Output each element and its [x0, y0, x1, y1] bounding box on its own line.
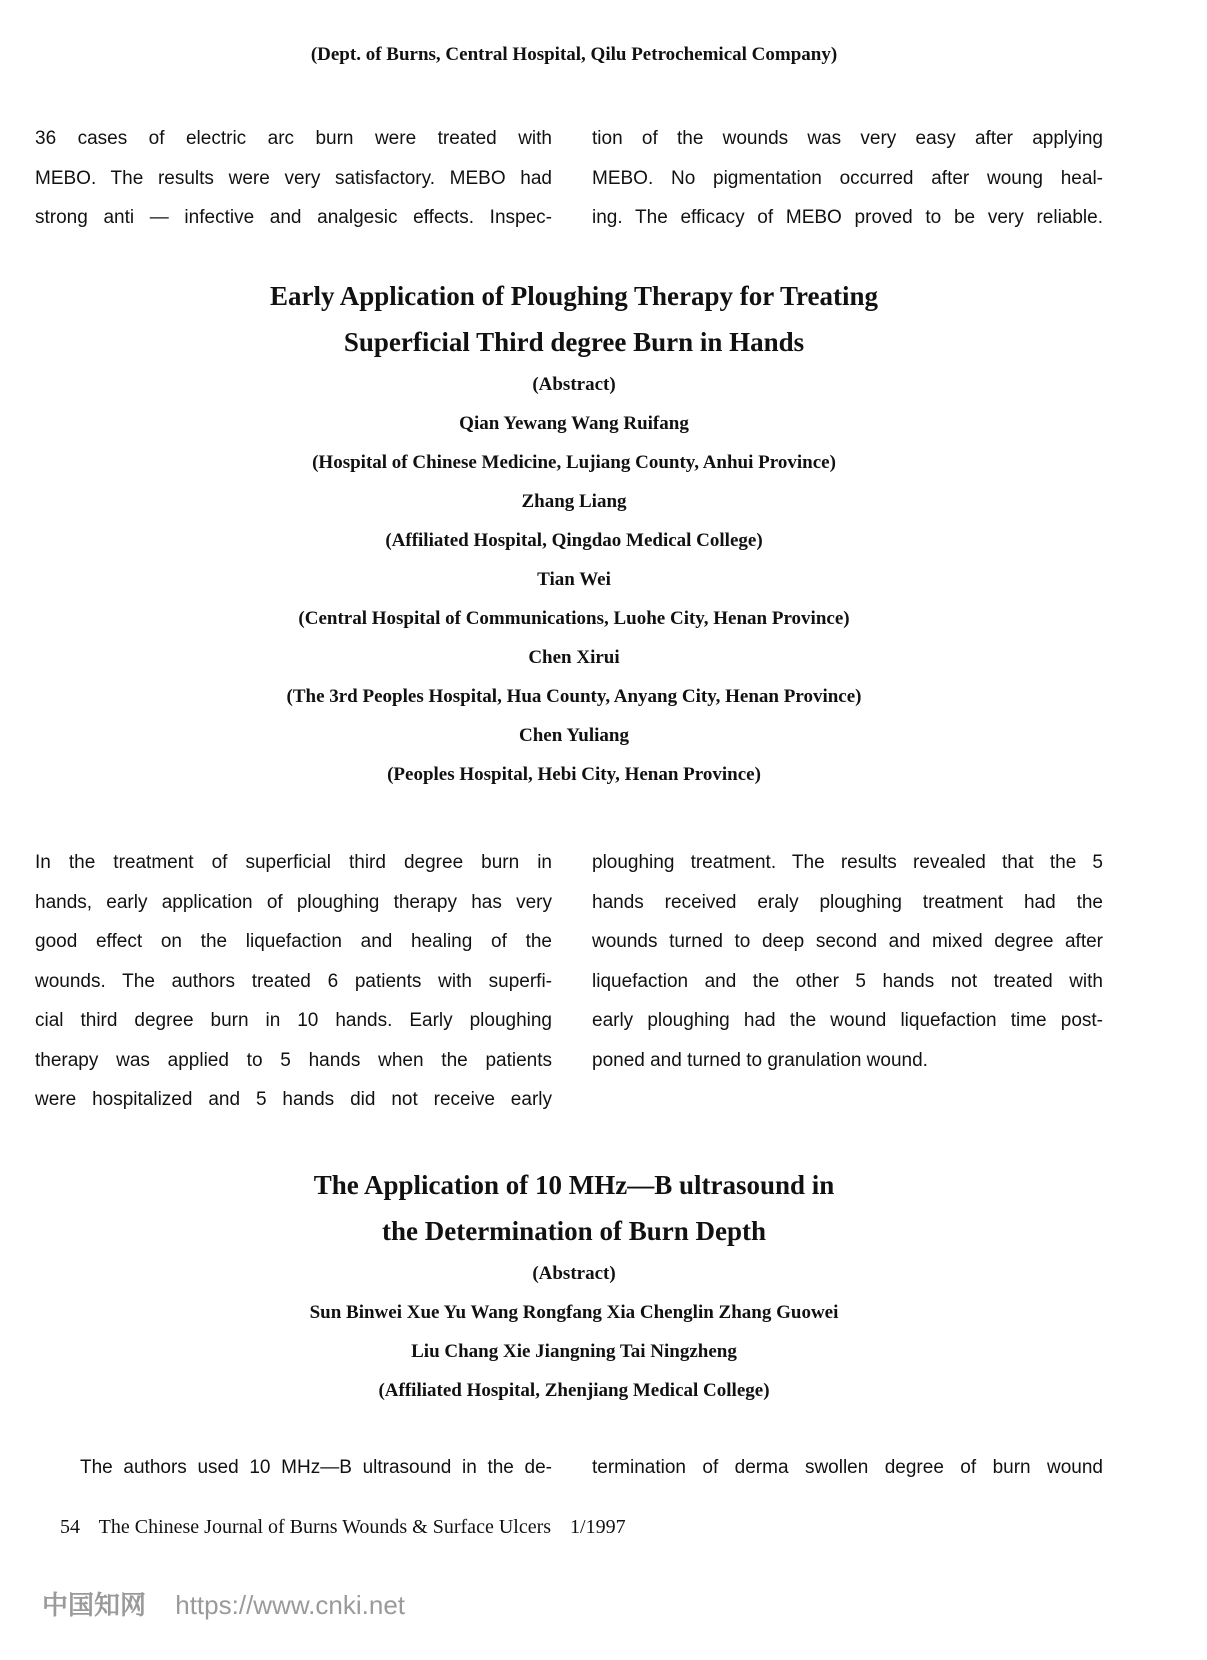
text-line: wounds turned to deep second and mixed degree after: [592, 931, 1103, 952]
issue-number: 1/1997: [570, 1516, 626, 1538]
article-2-right-column: [592, 1448, 1103, 1488]
text-line: tion of the wounds was very easy after applying: [592, 128, 1103, 149]
cnki-watermark: [42, 1585, 405, 1622]
affiliation: (The 3rd Peoples Hospital, Hua County, Anyang City, Henan Province): [286, 686, 862, 707]
watermark-brand: 中国知网: [42, 1590, 147, 1620]
text-line: liquefaction and the other 5 hands not treated with: [592, 970, 1103, 992]
text-line: cial third degree burn in 10 hands. Early ploughing: [35, 1010, 552, 1031]
page-number: 54: [60, 1516, 80, 1538]
abstract-label: (Abstract): [532, 1263, 616, 1284]
affiliation: (Hospital of Chinese Medicine, Lujiang County, Anhui Province): [312, 452, 836, 473]
affiliation: (Affiliated Hospital, Zhenjiang Medical College): [378, 1380, 770, 1401]
authors: Chen Yuliang: [518, 725, 629, 746]
article-title-line: the Determination of Burn Depth: [382, 1216, 766, 1246]
text-line: therapy was applied to 5 hands when the patients: [35, 1049, 552, 1071]
authors: Tian Wei: [537, 569, 611, 590]
abstract-label: (Abstract): [532, 374, 616, 395]
authors: Sun Binwei Xue Yu Wang Rongfang Xia Chenglin Zhang Guowei: [309, 1302, 839, 1323]
text-line: termination of derma swollen degree of burn wound: [592, 1457, 1103, 1478]
authors: Liu Chang Xie Jiangning Tai Ningzheng: [411, 1341, 737, 1362]
article-1-right-column: [592, 843, 1103, 1080]
text-line: good effect on the liquefaction and healing of the: [35, 931, 552, 952]
article-2-header: [0, 1162, 1148, 1410]
text-line: The authors used 10 MHz—B ultrasound in the de-: [80, 1457, 552, 1478]
text-line: MEBO. The results were very satisfactory. MEBO had: [35, 167, 552, 189]
text-line: hands, early application of ploughing therapy has very: [35, 891, 552, 913]
authors: Zhang Liang: [521, 491, 627, 512]
page-footer: [60, 1516, 640, 1539]
article-title-line: Superficial Third degree Burn in Hands: [343, 327, 805, 357]
affiliation: (Affiliated Hospital, Qingdao Medical College): [385, 530, 763, 551]
article-1-header: [0, 273, 1148, 794]
watermark-url: https://www.cnki.net: [175, 1590, 406, 1620]
prev-abstract-left-column: [35, 119, 552, 238]
authors: Chen Xirui: [528, 647, 620, 668]
text-line: strong anti — infective and analgesic effects. Inspec-: [35, 207, 552, 228]
text-line: ploughing treatment. The results revealed that the 5: [592, 852, 1103, 873]
authors: Qian Yewang Wang Ruifang: [459, 413, 689, 434]
text-line: In the treatment of superficial third degree burn in: [35, 852, 552, 873]
text-line: hands received eraly ploughing treatment had the: [592, 891, 1103, 913]
top-affiliation: (Dept. of Burns, Central Hospital, Qilu Petrochemical Company): [310, 44, 838, 65]
article-title-line: The Application of 10 MHz—B ultrasound in: [313, 1170, 835, 1200]
article-title-line: Early Application of Ploughing Therapy for Treating: [269, 281, 879, 311]
affiliation: (Central Hospital of Communications, Luohe City, Henan Province): [298, 608, 850, 629]
text-line: poned and turned to granulation wound.: [592, 1049, 928, 1071]
text-line: wounds. The authors treated 6 patients with superfi-: [35, 970, 552, 992]
text-line: early ploughing had the wound liquefaction time post-: [592, 1010, 1103, 1031]
text-line: MEBO. No pigmentation occurred after woung heal-: [592, 167, 1103, 189]
text-line: ing. The efficacy of MEBO proved to be very reliable.: [592, 207, 1103, 228]
article-1-left-column: [35, 843, 552, 1120]
text-line: were hospitalized and 5 hands did not receive early: [35, 1089, 552, 1110]
affiliation: (Peoples Hospital, Hebi City, Henan Province): [387, 764, 761, 785]
prev-abstract-right-column: [592, 119, 1103, 238]
journal-name: The Chinese Journal of Burns Wounds & Surface Ulcers: [98, 1516, 552, 1538]
text-line: 36 cases of electric arc burn were treated with: [35, 128, 552, 149]
article-2-left-column: [80, 1448, 552, 1488]
